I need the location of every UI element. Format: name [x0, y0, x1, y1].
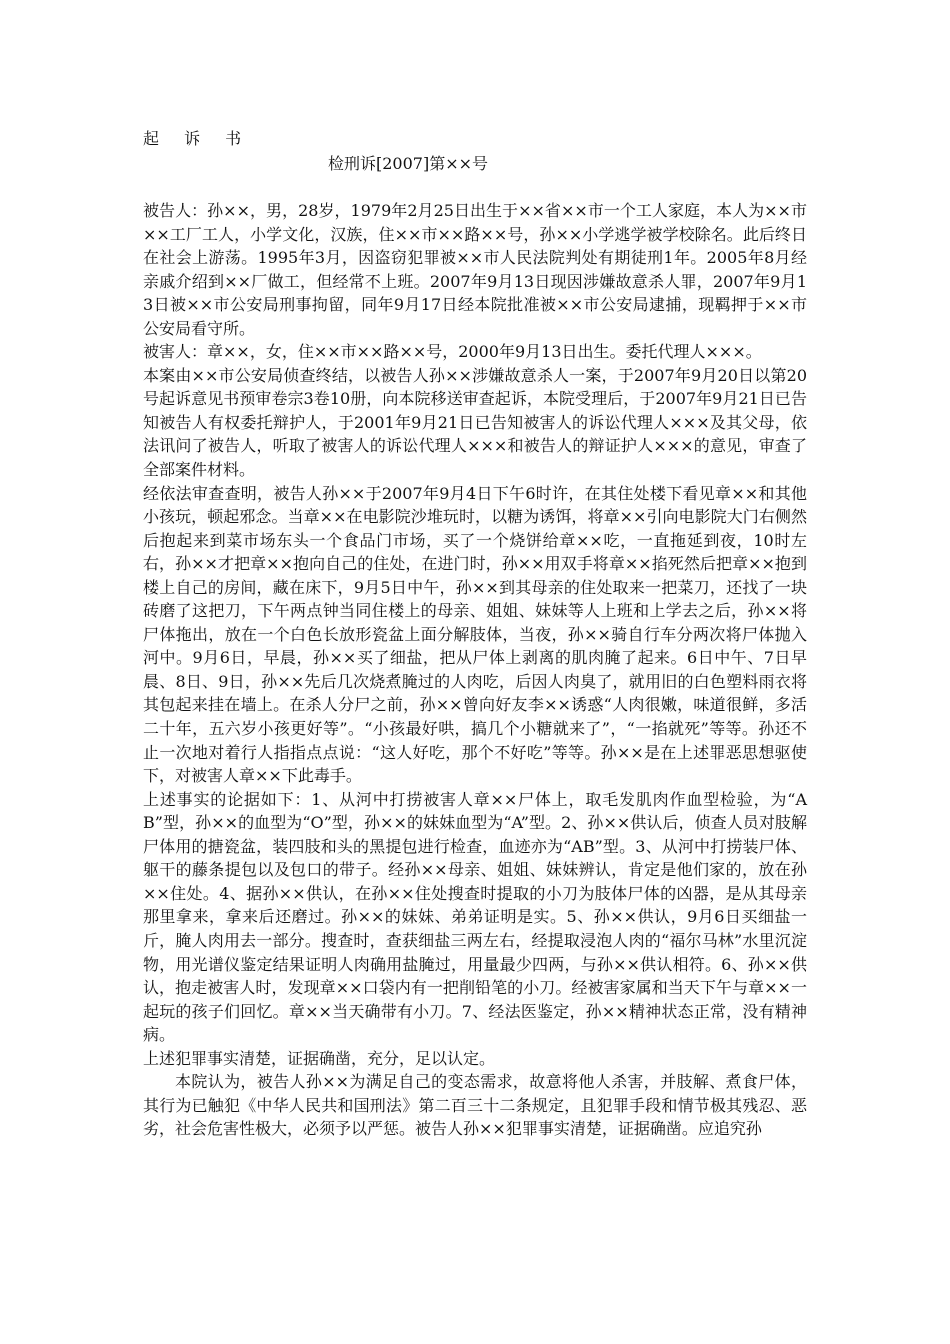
- document-title: 起 诉 书: [143, 129, 252, 148]
- document-body: [143, 199, 807, 1141]
- victim-paragraph: 被害人：章××，女，住××市××路××号，2000年9月13日出生。委托代理人×××。: [143, 342, 762, 362]
- defendant-paragraph: 被告人：孙××，男，28岁，1979年2月25日出生于××省××市一个工人家庭，本人为××市××工厂工人，小学文化，汉族，住××市××路××号，孙××小学逃学被学校除名。此后终日在社会上游荡。1995年3月，因盗窃犯罪被××市人民法院判处有期徒刑1年。2005年8月经亲戚介绍到××厂做工，但经常不上班。2007年9月13日现因涉嫌故意杀人罪，2007年9月13日被××市公安局刑事拘留，同年9月17日经本院批准被××市公安局逮捕，现羁押于××市公安局看守所。: [143, 201, 807, 338]
- conclusion-paragraph: 上述犯罪事实清楚，证据确凿，充分，足以认定。: [143, 1048, 496, 1068]
- evidence-paragraph: 上述事实的论据如下：1、从河中打捞被害人章××尸体上，取毛发肌肉作血型检验，为“AB”型，孙××的血型为“O”型，孙××的妹妹血型为“A”型。2、孙××供认后，侦查人员对肢解尸体用的搪瓷盆，装四肢和头的黑提包进行检查，血迹亦为“AB”型。3、从河中打捞装尸体、躯干的藤条提包以及包口的带子。经孙××母亲、姐姐、妹妹辨认，肯定是他们家的，放在孙××住处。4、据孙××供认，在孙××住处搜查时提取的小刀为肢体尸体的凶器，是从其母亲那里拿来，拿来后还磨过。孙××的妹妹、弟弟证明是实。5、孙××供认，9月6日买细盐一斤，腌人肉用去一部分。搜查时，查获细盐三两左右，经提取浸泡人肉的“福尔马林”水里沉淀物，用光谱仪鉴定结果证明人肉确用盐腌过，用量最少四两，与孙××供认相符。6、孙××供认，抱走被害人时，发现章××口袋内有一把削铅笔的小刀。经被害家属和当天下午与章××一起玩的孩子们回忆。章××当天确带有小刀。7、经法医鉴定，孙××精神状态正常，没有精神病。: [143, 789, 807, 1045]
- court-opinion-paragraph: 本院认为，被告人孙××为满足自己的变态需求，故意将他人杀害，并肢解、煮食尸体，其行为已触犯《中华人民共和国刑法》第二百三十二条规定，且犯罪手段和情节极其残忍、恶劣，社会危害性极大，必须予以严惩。被告人孙××犯罪事实清楚，证据确凿。应追究孙: [143, 1072, 807, 1139]
- facts-paragraph: 经依法审查查明，被告人孙××于2007年9月4日下午6时许，在其住处楼下看见章××和其他小孩玩，顿起邪念。当章××在电影院沙堆玩时，以糖为诱饵，将章××引向电影院大门右侧然后抱起来到菜市场东头一个食品门市场，买了一个烧饼给章××吃，一直拖延到夜，10时左右，孙××才把章××抱向自己的住处，在进门时，孙××用双手将章××掐死然后把章××抱到楼上自己的房间，藏在床下，9月5日中午，孙××到其母亲的住处取来一把菜刀，还找了一块砖磨了这把刀，下午两点钟当同住楼上的母亲、姐姐、妹妹等人上班和上学去之后，孙××将尸体拖出，放在一个白色长放形瓷盆上面分解肢体，当夜，孙××骑自行车分两次将尸体抛入河中。9月6日，早晨，孙××买了细盐，把从尸体上剥离的肌肉腌了起来。6日中午、7日早晨、8日、9日，孙××先后几次烧煮腌过的人肉吃，后因人肉臭了，就用旧的白色塑料雨衣将其包起来挂在墙上。在杀人分尸之前，孙××曾向好友李××诱惑“人肉很嫩，味道很鲜，多活二十年，五六岁小孩更好等”。“小孩最好哄，搞几个小糖就来了”，“一掐就死”等等。孙还不止一次地对着行人指指点点说：“这人好吃，那个不好吃”等等。孙××是在上述罪恶思想驱使下，对被害人章××下此毒手。: [143, 483, 807, 786]
- case-procedure-paragraph: 本案由××市公安局侦查终结，以被告人孙××涉嫌故意杀人一案，于2007年9月20日以第20号起诉意见书预审卷宗3卷10册，向本院移送审查起诉，本院受理后，于2007年9月21日已告知被告人有权委托辩护人，于2001年9月21日已告知被害人的诉讼代理人×××及其父母，依法讯问了被告人，听取了被害人的诉讼代理人×××和被告人的辩证护人×××的意见，审查了全部案件材料。: [143, 365, 807, 480]
- document-number: 检刑诉[2007]第××号: [328, 154, 489, 173]
